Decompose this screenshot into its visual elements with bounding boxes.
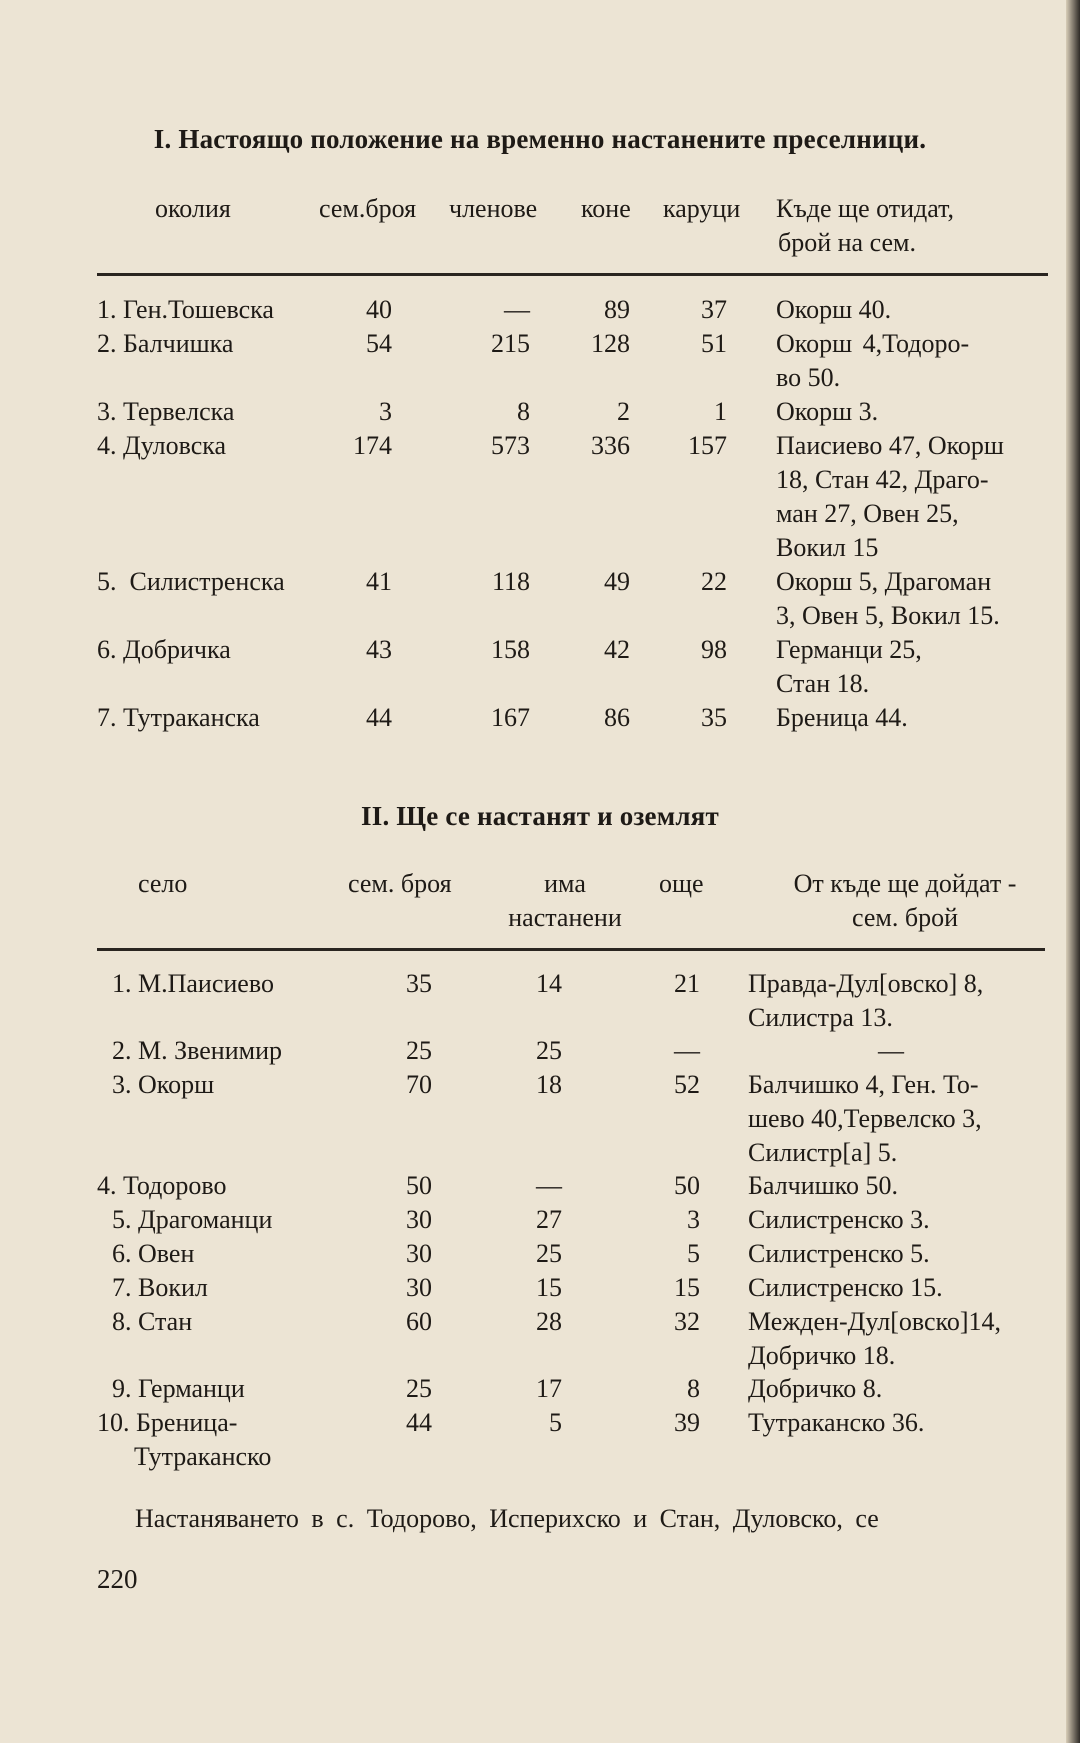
section1-title: I. Настоящо положение на временно настанените преселници. [153, 124, 927, 154]
destination-line: 18, Стан 42, Драго- [776, 465, 989, 494]
section2-title: II. Ще се настанят и оземлят [361, 801, 719, 831]
section1-table [0, 293, 1080, 735]
horses-value: 336 [591, 431, 630, 460]
table-row [0, 395, 1080, 429]
header-village: село [138, 869, 188, 898]
okoliya-name: 5. Силистренска [97, 567, 285, 596]
village-name [112, 1305, 192, 1339]
village-name [112, 1034, 282, 1068]
header-destination-line1: Къде ще отидат, [776, 194, 955, 223]
from-line: Силистренско 5. [748, 1239, 930, 1268]
remaining-value: 5 [687, 1239, 700, 1268]
settled-value: — [536, 1171, 562, 1200]
destination [776, 429, 1004, 565]
members-value: 573 [491, 431, 530, 460]
from-line: Балчишко 50. [748, 1171, 898, 1200]
members-value: — [504, 295, 530, 324]
header-remaining: още [659, 869, 704, 898]
village-name [112, 1068, 214, 1102]
village-name [112, 1372, 245, 1406]
from-line: Межден-Дул[овско]14, [748, 1307, 1001, 1336]
village-name-line: 10. Бреница- [97, 1408, 238, 1437]
remaining-value: — [674, 1036, 700, 1065]
families-value: 41 [366, 567, 392, 596]
remaining-value: 32 [674, 1307, 700, 1336]
carts-value: 22 [701, 567, 727, 596]
header-from [760, 867, 1050, 935]
carts-value: 35 [701, 703, 727, 732]
settled-value: 15 [536, 1273, 562, 1302]
from-line: Правда-Дул[овско] 8, [748, 969, 984, 998]
village-name-line: 7. Вокил [112, 1273, 208, 1302]
village-name-line: 3. Окорш [112, 1070, 215, 1099]
families-value: 54 [366, 329, 392, 358]
header-from-line2: сем. брой [852, 903, 958, 932]
table-row [0, 429, 1080, 565]
header-destination [776, 192, 954, 260]
table-row [0, 1203, 1080, 1237]
table-row [0, 1406, 1080, 1474]
destination [776, 327, 969, 395]
header-okoliya: околия [155, 194, 231, 223]
remaining-value: 8 [687, 1374, 700, 1403]
table-row [0, 1068, 1080, 1169]
horses-value: 86 [604, 703, 630, 732]
header-members: членове [449, 194, 538, 223]
from-line: Добричко 18. [748, 1341, 896, 1370]
settled-value: 25 [536, 1239, 562, 1268]
destination [776, 293, 891, 327]
destination-line: Стан 18. [776, 669, 870, 698]
settled-value: 27 [536, 1205, 562, 1234]
remaining-value: 15 [674, 1273, 700, 1302]
remaining-value: 52 [674, 1070, 700, 1099]
carts-value: 51 [701, 329, 727, 358]
table-row [0, 1271, 1080, 1305]
members-value: 167 [491, 703, 530, 732]
families-value: 44 [366, 703, 392, 732]
settled-value: 14 [536, 969, 562, 998]
from-where [748, 1271, 943, 1305]
from-where [748, 1203, 930, 1237]
settled-value: 28 [536, 1307, 562, 1336]
destination [776, 565, 1000, 633]
settled-value: 18 [536, 1070, 562, 1099]
destination-line: Паисиево 47, Окорш [776, 431, 1004, 460]
from-where [748, 1372, 882, 1406]
families-value: 70 [406, 1070, 432, 1099]
horses-value: 49 [604, 567, 630, 596]
destination-line: Окорш 3. [776, 397, 879, 426]
families-value: 60 [406, 1307, 432, 1336]
families-value: 44 [406, 1408, 432, 1437]
okoliya-name: 4. Дуловска [97, 431, 227, 460]
header-from-line1: От къде ще дойдат - [793, 869, 1017, 898]
destination [776, 701, 908, 735]
village-name-line: 1. М.Паисиево [112, 969, 274, 998]
carts-value: 37 [701, 295, 727, 324]
village-name-line: 4. Тодорово [97, 1171, 227, 1200]
from-where [748, 1169, 898, 1203]
families-value: 35 [406, 969, 432, 998]
village-name-line: Тутраканско [134, 1442, 272, 1471]
header-carts: каруци [663, 194, 741, 223]
header-families: сем. броя [348, 869, 452, 898]
village-name-line: 9. Германци [112, 1374, 245, 1403]
village-name-line: 8. Стан [112, 1307, 193, 1336]
village-name [112, 1203, 272, 1237]
from-line: шево 40,Тервелско 3, [748, 1104, 982, 1133]
table-row [0, 327, 1080, 395]
from-where [748, 967, 983, 1035]
section1-rule [97, 273, 1048, 276]
table-row [0, 565, 1080, 633]
table-row [0, 967, 1080, 1034]
section2-table [0, 967, 1080, 1474]
table-row [0, 1169, 1080, 1203]
remaining-value: 50 [674, 1171, 700, 1200]
horses-value: 42 [604, 635, 630, 664]
header-settled-line2: настанени [508, 903, 622, 932]
destination-line: Окорш 4,Тодоро- [776, 329, 970, 358]
village-name [97, 1406, 271, 1474]
okoliya-name: 7. Тутраканска [97, 703, 260, 732]
destination-line: во 50. [776, 363, 841, 392]
settled-value: 5 [549, 1408, 562, 1437]
destination-line: ман 27, Овен 25, [776, 499, 959, 528]
members-value: 158 [491, 635, 530, 664]
carts-value: 1 [714, 397, 727, 426]
table-row [0, 1372, 1080, 1406]
families-value: 30 [406, 1239, 432, 1268]
families-value: 40 [366, 295, 392, 324]
from-line: Силистра 13. [748, 1003, 893, 1032]
members-value: 8 [517, 397, 530, 426]
remaining-value: 39 [674, 1408, 700, 1437]
destination-line: Германци 25, [776, 635, 922, 664]
families-value: 3 [379, 397, 392, 426]
body-text-line: Настаняването в с. Тодорово, Испериxско и Стан, Дуловско, се [135, 1504, 879, 1533]
table-row [0, 701, 1080, 735]
families-value: 174 [353, 431, 392, 460]
header-families: сем.броя [319, 194, 417, 223]
village-name-line: 2. М. Звенимир [112, 1036, 283, 1065]
destination [776, 633, 922, 701]
table-row [0, 1305, 1080, 1372]
section2-rule [97, 948, 1045, 951]
from-line: — [878, 1036, 904, 1065]
table-row [0, 1034, 1080, 1068]
destination-line: Бреница 44. [776, 703, 908, 732]
from-line: Силистренско 3. [748, 1205, 930, 1234]
horses-value: 2 [617, 397, 630, 426]
okoliya-name: 1. Ген.Тошевска [97, 295, 274, 324]
families-value: 30 [406, 1273, 432, 1302]
page-number: 220 [97, 1564, 138, 1594]
header-settled-line1: има [544, 869, 586, 898]
header-destination-line2: брой на сем. [778, 228, 916, 257]
families-value: 43 [366, 635, 392, 664]
village-name-line: 5. Драгоманци [112, 1205, 273, 1234]
header-horses: коне [581, 194, 631, 223]
destination [776, 395, 878, 429]
from-where [748, 1305, 1001, 1373]
from-line: Силистренско 15. [748, 1273, 943, 1302]
families-value: 50 [406, 1171, 432, 1200]
carts-value: 157 [688, 431, 727, 460]
village-name [97, 1169, 227, 1203]
from-line: Добричко 8. [748, 1374, 883, 1403]
village-name [112, 1237, 194, 1271]
from-line: Тутраканско 36. [748, 1408, 925, 1437]
carts-value: 98 [701, 635, 727, 664]
destination-line: 3, Овен 5, Вокил 15. [776, 601, 1000, 630]
table-row [0, 293, 1080, 327]
from-where [748, 1406, 924, 1440]
header-settled [490, 867, 640, 935]
families-value: 30 [406, 1205, 432, 1234]
from-line: Балчишко 4, Ген. То- [748, 1070, 979, 1099]
destination-line: Окорш 40. [776, 295, 892, 324]
from-where [878, 1034, 904, 1068]
table-row [0, 1237, 1080, 1271]
members-value: 118 [491, 567, 530, 596]
from-line: Силистр[а] 5. [748, 1138, 898, 1167]
from-where [748, 1068, 982, 1170]
families-value: 25 [406, 1036, 432, 1065]
settled-value: 25 [536, 1036, 562, 1065]
village-name [112, 1271, 208, 1305]
village-name [112, 967, 274, 1001]
members-value: 215 [491, 329, 530, 358]
destination-line: Вокил 15 [776, 533, 879, 562]
remaining-value: 3 [687, 1205, 700, 1234]
okoliya-name: 6. Добричка [97, 635, 231, 664]
okoliya-name: 3. Тервелска [97, 397, 235, 426]
horses-value: 89 [604, 295, 630, 324]
village-name-line: 6. Овен [112, 1239, 195, 1268]
destination-line: Окорш 5, Драгоман [776, 567, 992, 596]
from-where [748, 1237, 930, 1271]
horses-value: 128 [591, 329, 630, 358]
families-value: 25 [406, 1374, 432, 1403]
table-row [0, 633, 1080, 701]
settled-value: 17 [536, 1374, 562, 1403]
okoliya-name: 2. Балчишка [97, 329, 234, 358]
remaining-value: 21 [674, 969, 700, 998]
page-edge-shadow [1066, 0, 1080, 1743]
